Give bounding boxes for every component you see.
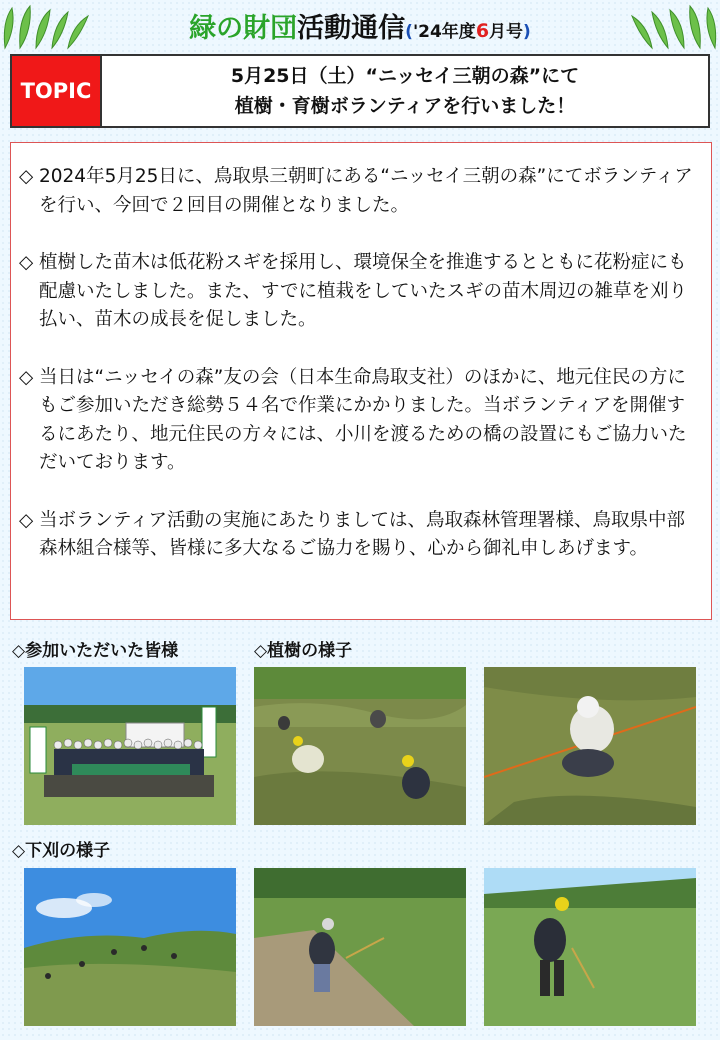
photo-weeding-3 — [484, 868, 696, 1026]
topic-headline — [102, 56, 708, 126]
article-paragraph: ◇ 植樹した苗木は低花粉スギを採用し、環境保全を推進するとともに花粉症にも配慮いたしました。また、すでに植栽をしていたスギの苗木周辺の雑草を刈り払い、苗木の成長を促しました。 — [19, 249, 703, 335]
photo-planting-2 — [484, 667, 696, 825]
article-paragraph: ◇ 2024年5月25日に、鳥取県三朝町にある“ニッセイ三朝の森”にてボランティアを行い、今回で２回目の開催となりました。 — [19, 163, 703, 220]
topic-headline-line2: 植樹・育樹ボランティアを行いました！ — [234, 95, 576, 117]
newsletter-title — [0, 6, 720, 45]
topic-headline-line1: 5月25日（土）“ニッセイ三朝の森”にて — [230, 65, 580, 87]
article-paragraph: ◇ 当ボランティア活動の実施にあたりましては、鳥取森林管理署様、鳥取県中部森林組合様等、皆様に多大なるご協力を賜り、心から御礼申しあげます。 — [19, 507, 703, 564]
photo-weeding-2 — [254, 868, 466, 1026]
article-paragraph: ◇ 当日は“ニッセイの森”友の会（日本生命鳥取支社）のほかに、地元住民の方にもご参加いただき総勢５４名で作業にかかりました。当ボランティアを開催するにあたり、地元住民の方々には、小川を渡るための橋の設置にもご協力いただいております。 — [19, 364, 703, 478]
section-label-participants: ◇参加いただいた皆様 — [12, 641, 179, 661]
title-foundation-name: 緑の財団 — [189, 13, 298, 44]
photo-weeding-1 — [24, 868, 236, 1026]
topic-box — [10, 54, 710, 128]
issue-label: ('24年度6月号) — [405, 20, 531, 42]
article-body — [10, 142, 712, 620]
photo-group-participants — [24, 667, 236, 825]
section-label-weeding: ◇下刈の様子 — [12, 841, 111, 861]
title-newsletter-name: 活動通信 — [297, 13, 406, 44]
diamond-bullet-icon: ◇ — [19, 509, 34, 531]
photo-planting-1 — [254, 667, 466, 825]
diamond-bullet-icon: ◇ — [19, 166, 34, 187]
diamond-bullet-icon: ◇ — [19, 252, 34, 273]
diamond-bullet-icon: ◇ — [19, 366, 34, 388]
topic-label: TOPIC — [12, 56, 102, 126]
section-label-planting: ◇植樹の様子 — [254, 641, 353, 661]
